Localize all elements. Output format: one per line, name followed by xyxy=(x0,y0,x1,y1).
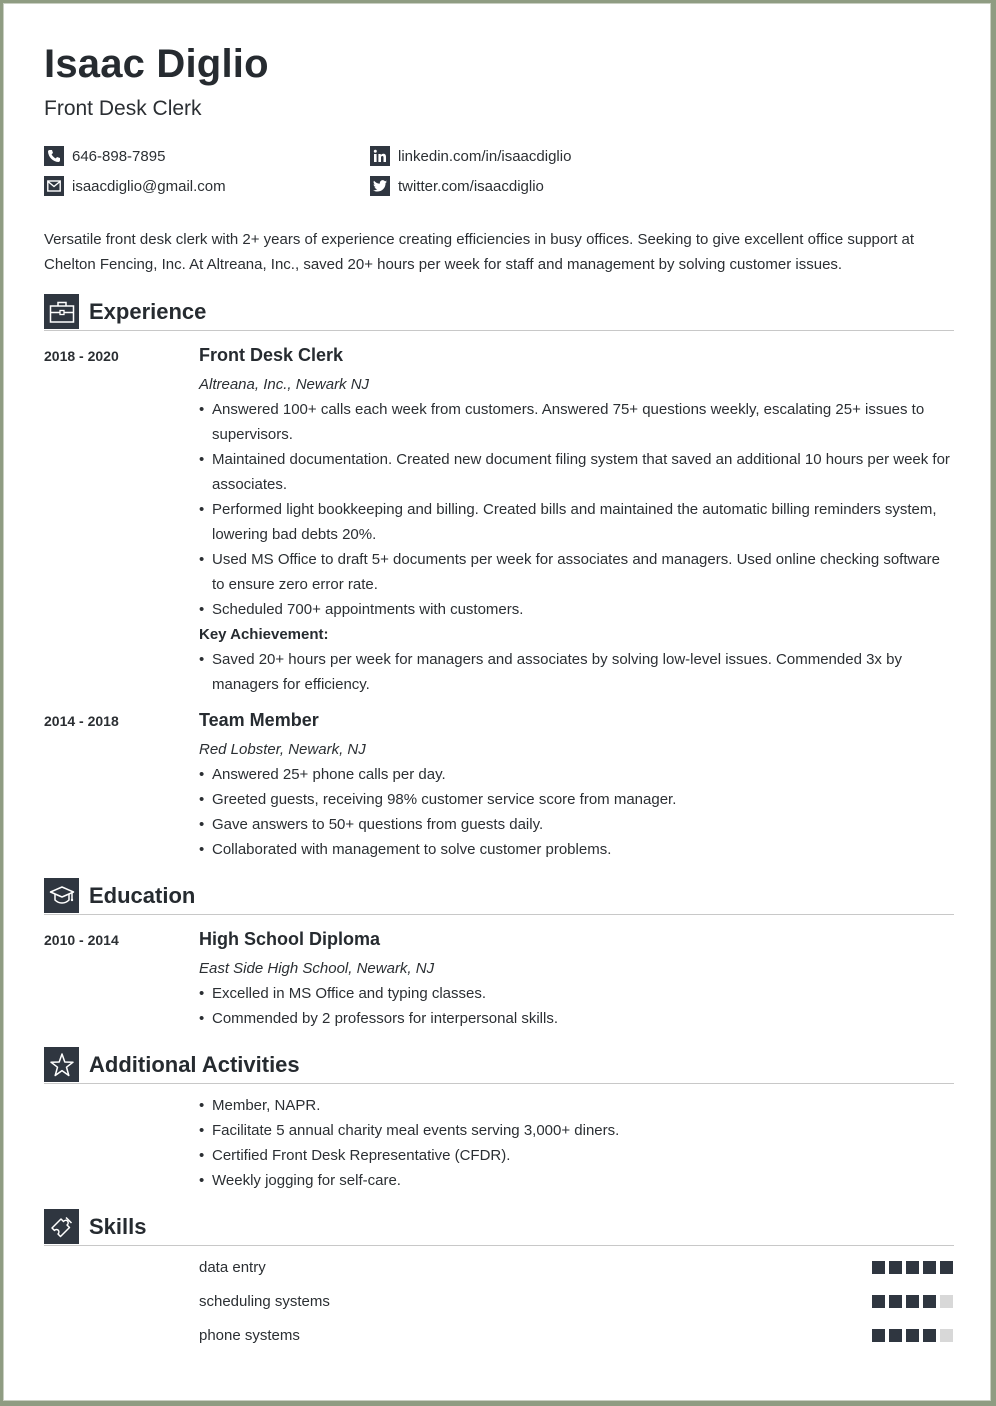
list-item: • Saved 20+ hours per week for managers and associates by solving low-level issues. Commended 3x by managers for efficiency. xyxy=(199,647,954,697)
experience-1-org: Altreana, Inc., Newark NJ xyxy=(199,376,370,393)
skill-3-name: phone systems xyxy=(199,1327,300,1344)
key-achievement-bullets xyxy=(199,647,954,697)
skill-dot-filled xyxy=(872,1329,885,1342)
experience-1-bullets xyxy=(199,397,954,622)
candidate-name: Isaac Diglio xyxy=(44,42,269,86)
list-item: • Answered 100+ calls each week from customers. Answered 75+ questions weekly, escalating 25+ issues to supervisors. xyxy=(199,397,954,447)
list-item: • Answered 25+ phone calls per day. xyxy=(199,762,954,787)
experience-2-role: Team Member xyxy=(199,710,319,730)
list-item: • Collaborated with management to solve customer problems. xyxy=(199,837,954,862)
skill-dot-filled xyxy=(923,1329,936,1342)
list-item: • Weekly jogging for self-care. xyxy=(199,1168,954,1193)
experience-2-bullets xyxy=(199,762,954,862)
section-education xyxy=(44,878,954,915)
skill-dot-filled xyxy=(889,1329,902,1342)
section-title-skills: Skills xyxy=(89,1214,147,1239)
email-text[interactable]: isaacdiglio@gmail.com xyxy=(72,177,226,195)
star-icon xyxy=(44,1047,79,1082)
list-item: • Maintained documentation. Created new document filing system that saved an additional 10 hours per week for associates. xyxy=(199,447,954,497)
briefcase-icon xyxy=(44,294,79,329)
skill-1-name: data entry xyxy=(199,1259,266,1276)
education-1-degree: High School Diploma xyxy=(199,929,381,949)
list-item: • Excelled in MS Office and typing classes. xyxy=(199,981,954,1006)
skill-dot-filled xyxy=(906,1295,919,1308)
skill-dot-filled xyxy=(889,1295,902,1308)
summary-text: Versatile front desk clerk with 2+ years of experience creating efficiencies in busy offices. Seeking to give excellent office support at Chelton Fencing, Inc. At Altreana, Inc., saved 20+ hours per week for staff and management by solving customer issues. xyxy=(44,231,915,273)
skill-dot-filled xyxy=(889,1261,902,1274)
twitter-icon xyxy=(370,176,390,196)
education-1-bullets xyxy=(199,981,954,1031)
education-1-dates: 2010 - 2014 xyxy=(44,932,119,948)
puzzle-icon xyxy=(44,1209,79,1244)
list-item: • Gave answers to 50+ questions from guests daily. xyxy=(199,812,954,837)
skill-1-level xyxy=(872,1261,957,1274)
graduation-cap-icon xyxy=(44,878,79,913)
list-item: • Member, NAPR. xyxy=(199,1093,954,1118)
skill-2-level xyxy=(872,1295,957,1308)
list-item: • Scheduled 700+ appointments with customers. xyxy=(199,597,954,622)
section-title-activities: Additional Activities xyxy=(89,1052,300,1077)
section-activities xyxy=(44,1047,954,1084)
list-item: • Performed light bookkeeping and billing. Created bills and maintained the automatic billing reminders system, lowering bad debts 20%. xyxy=(199,497,954,547)
section-title-education: Education xyxy=(89,883,196,908)
activities-bullets xyxy=(199,1093,954,1193)
phone-icon xyxy=(44,146,64,166)
skill-dot-empty xyxy=(940,1329,953,1342)
experience-2-org: Red Lobster, Newark, NJ xyxy=(199,741,366,758)
twitter-text[interactable]: twitter.com/isaacdiglio xyxy=(398,177,544,195)
skill-3-level xyxy=(872,1329,957,1342)
section-experience xyxy=(44,294,954,331)
experience-1-dates: 2018 - 2020 xyxy=(44,348,119,364)
mail-icon xyxy=(44,176,64,196)
section-title-experience: Experience xyxy=(89,299,207,324)
linkedin-text[interactable]: linkedin.com/in/isaacdiglio xyxy=(398,147,572,165)
linkedin-icon xyxy=(370,146,390,166)
contact-email xyxy=(44,176,226,196)
list-item: • Facilitate 5 annual charity meal events serving 3,000+ diners. xyxy=(199,1118,954,1143)
experience-1-role: Front Desk Clerk xyxy=(199,345,344,365)
skill-dot-filled xyxy=(906,1261,919,1274)
contact-linkedin xyxy=(370,146,571,166)
section-skills xyxy=(44,1209,954,1246)
skill-dot-filled xyxy=(872,1261,885,1274)
key-achievement-label: Key Achievement: xyxy=(199,626,329,643)
skill-dot-filled xyxy=(923,1261,936,1274)
contact-phone xyxy=(44,146,165,166)
list-item: • Certified Front Desk Representative (CFDR). xyxy=(199,1143,954,1168)
experience-2-dates: 2014 - 2018 xyxy=(44,713,119,729)
candidate-title: Front Desk Clerk xyxy=(44,97,202,120)
education-1-school: East Side High School, Newark, NJ xyxy=(199,960,435,977)
phone-text: 646-898-7895 xyxy=(72,147,166,165)
skill-dot-filled xyxy=(906,1329,919,1342)
skill-2-name: scheduling systems xyxy=(199,1293,330,1310)
skill-dot-empty xyxy=(940,1295,953,1308)
skill-dot-filled xyxy=(940,1261,953,1274)
skill-dot-filled xyxy=(872,1295,885,1308)
skill-dot-filled xyxy=(923,1295,936,1308)
contact-twitter xyxy=(370,176,544,196)
list-item: • Greeted guests, receiving 98% customer service score from manager. xyxy=(199,787,954,812)
resume-page xyxy=(3,3,991,1401)
list-item: • Commended by 2 professors for interpersonal skills. xyxy=(199,1006,954,1031)
list-item: • Used MS Office to draft 5+ documents per week for associates and managers. Used online checking software to ensure zero error rate. xyxy=(199,547,954,597)
